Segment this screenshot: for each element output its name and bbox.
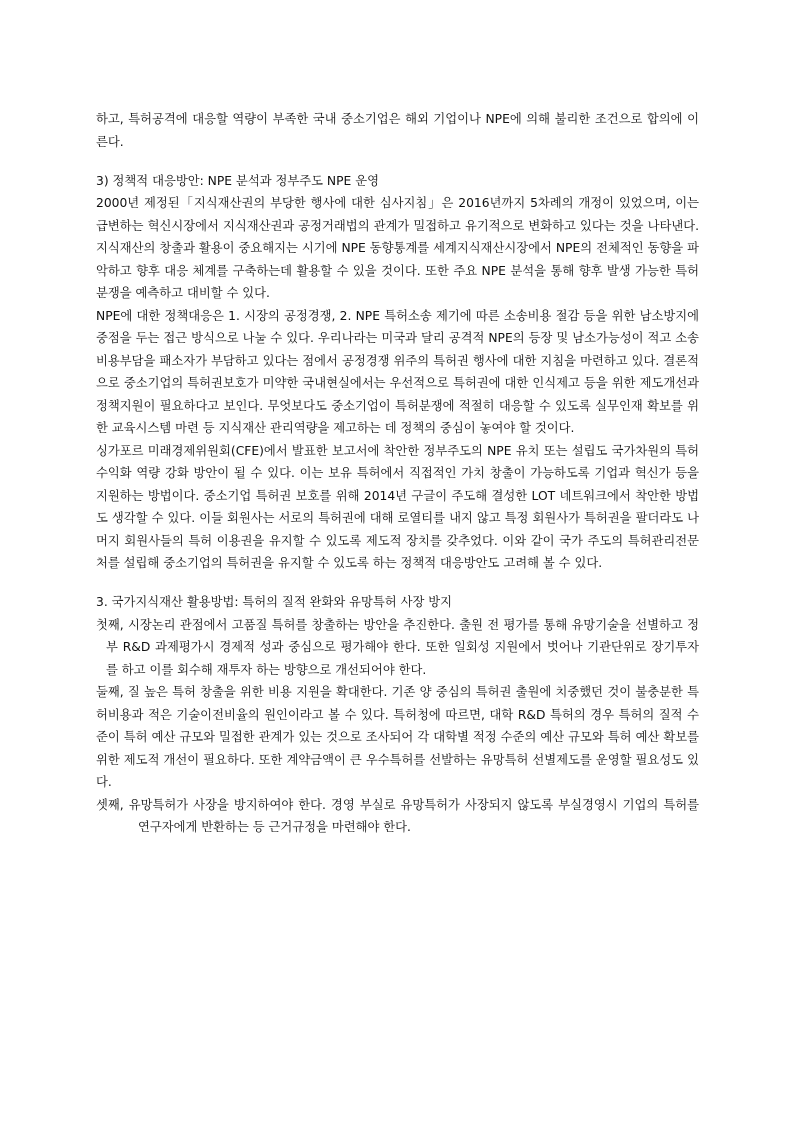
paragraph-npe-policy: NPE에 대한 정책대응은 1. 시장의 공정경쟁, 2. NPE 특허소송 제기에 따른 소송비용 절감 등을 위한 남소방지에 중점을 두는 접근 방식으로 나눌 수 있다. 우리나라는 미국과 달리 공격적 NPE의 등장 및 남소가능성이 적고 소송비용부담을 패소자가 부담하고 있다는 점에서 공정경쟁 위주의 특허권 행사에 대한 지침을 마련하고 있다. 결론적으로 중소기업의 특허권보호가 미약한 국내현실에서는 우선적으로 특허권에 대한 인식제고 등을 위한 제도개선과 정책지원이 필요하다고 보인다. 무엇보다도 중소기업이 특허분쟁에 적절히 대응할 수 있도록 실무인재 확보를 위한 교육시스템 마련 등 지식재산 관리역량을 제고하는 데 정책의 중심이 놓여야 할 것이다. [96,308,699,435]
section-heading-ip-utilization: 3. 국가지식재산 활용방법: 특허의 질적 완화와 유망특허 사장 방지 [96,595,452,609]
point-second: 둘째, 질 높은 특허 창출을 위한 비용 지원을 확대한다. 기존 양 중심의 특허권 출원에 치중했던 것이 불충분한 특허비용과 적은 기술이전비율의 원인이라고 볼 수 있다. 특허청에 따르면, 대학 R&D 특허의 경우 특허의 질적 수준이 특허 예산 규모와 밀접한 관계가 있는 것으로 조사되어 각 대학별 적정 수준의 예산 규모와 특허 예산 확보를 위한 제도적 개선이 필요하다. 또한 계약금액이 큰 우수특허를 선발하는 유망특허 선별제도를 운영할 필요성도 있다. [96,685,699,789]
point-first: 첫째, 시장논리 관점에서 고품질 특허를 창출하는 방안을 추진한다. 출원 전 평가를 통해 유망기술을 선별하고 정부 R&D 과제평가시 경제적 성과 중심으로 평가해야 한다. 또한 일회성 지원에서 벗어나 기관단위로 장기투자를 하고 이를 회수해 재투자 하는 방향으로 개선되어야 한다. [96,617,699,677]
section-heading-policy-response: 3) 정책적 대응방안: NPE 분석과 정부주도 NPE 운영 [96,173,379,188]
opening-paragraph: 하고, 특허공격에 대응할 역량이 부족한 국내 중소기업은 해외 기업이나 NPE에 의해 불리한 조건으로 합의에 이른다. [96,112,699,149]
paragraph-singapore-cfe: 싱가포르 미래경제위원회(CFE)에서 발표한 보고서에 착안한 정부주도의 NPE 유치 또는 설립도 국가차원의 특허수익화 역량 강화 방안이 될 수 있다. 이는 보유 특허에서 직접적인 가치 창출이 가능하도록 기업과 혁신가 등을 지원하는 방법이다. 중소기업 특허권 보호를 위해 2014년 구글이 주도해 결성한 LOT 네트워크에서 착안한 방법도 생각할 수 있다. 이들 회원사는 서로의 특허권에 대해 로열티를 내지 않고 특정 회원사가 특허권을 팔더라도 나머지 회원사들의 특허 이용권을 유지할 수 있도록 제도적 장치를 갖추었다. 이와 같이 국가 주도의 특허관리전문처를 설립해 중소기업의 특허권을 유지할 수 있도록 하는 정책적 대응방안도 고려해 볼 수 있다. [96,443,699,570]
paragraph-gap [96,575,699,592]
paragraph-gap [96,153,699,170]
point-third: 셋째, 유망특허가 사장을 방지하여야 한다. 경영 부실로 유망특허가 사장되지 않도록 부실경영시 기업의 특허를 연구자에게 반환하는 등 근거규정을 마련해야 한다. [96,797,699,834]
paragraph-guideline-history: 2000년 제정된「지식재산권의 부당한 행사에 대한 심사지침」은 2016년까지 5차례의 개정이 있었으며, 이는 급변하는 혁신시장에서 지식재산권과 공정거래법의 관계가 밀접하고 유기적으로 변화하고 있다는 것을 나타낸다. 지식재산의 창출과 활용이 중요해지는 시기에 NPE 동향통계를 세계지식재산시장에서 NPE의 전체적인 동향을 파악하고 향후 대응 체계를 구축하는데 활용할 수 있을 것이다. 또한 주요 NPE 분석을 통해 향후 발생 가능한 특허 분쟁을 예측하고 대비할 수 있다. [96,196,699,300]
document-page [96,108,699,839]
